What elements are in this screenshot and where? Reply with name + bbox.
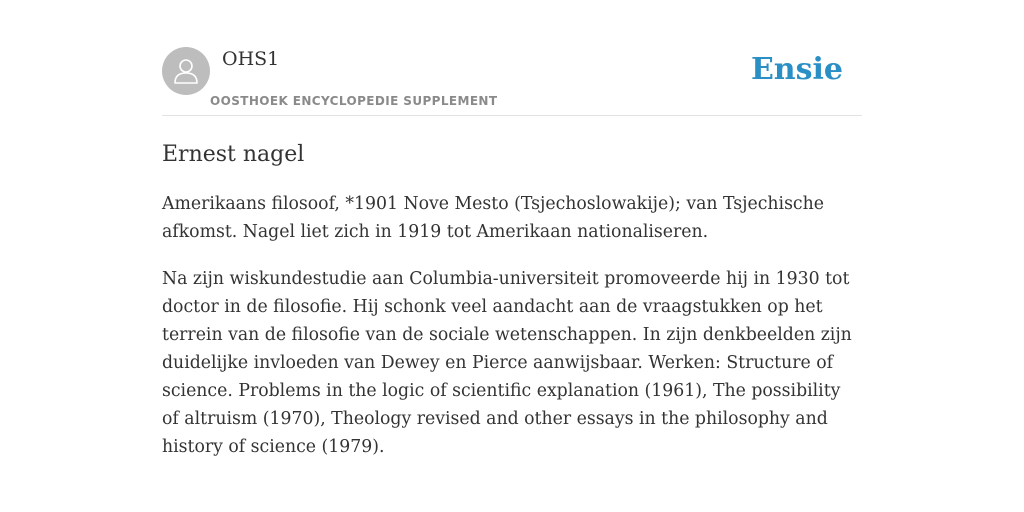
- article-header: [162, 44, 862, 116]
- brand-logo[interactable]: Ensie: [750, 52, 843, 87]
- article-body: [162, 190, 862, 461]
- article-paragraph: Amerikaans filosoof, *1901 Nove Mesto (Tsjechoslowakije); van Tsjechische afkomst. Nagel liet zich in 1919 tot Amerikaan nationaliseren.: [162, 194, 824, 242]
- avatar[interactable]: [162, 47, 210, 95]
- article-card: [162, 44, 862, 480]
- article-paragraph: Na zijn wiskundestudie aan Columbia-universiteit promoveerde hij in 1930 tot doctor in de filosofie. Hij schonk veel aandacht aan de vraagstukken op het terrein van de filosofie van de sociale wetenschappen. In zijn denkbeelden zijn duidelijke invloeden van Dewey en Pierce aanwijsbaar. Werken: Structure of science. Problems in the logic of scientific explanation (1961), The possibility of altruism (1970), Theology revised and other essays in the philosophy and history of science (1979).: [162, 269, 852, 457]
- article-title: Ernest nagel: [162, 142, 305, 167]
- author-username[interactable]: OHS1: [222, 48, 280, 70]
- user-placeholder-icon: [171, 56, 201, 86]
- source-name[interactable]: OOSTHOEK ENCYCLOPEDIE SUPPLEMENT: [210, 94, 498, 108]
